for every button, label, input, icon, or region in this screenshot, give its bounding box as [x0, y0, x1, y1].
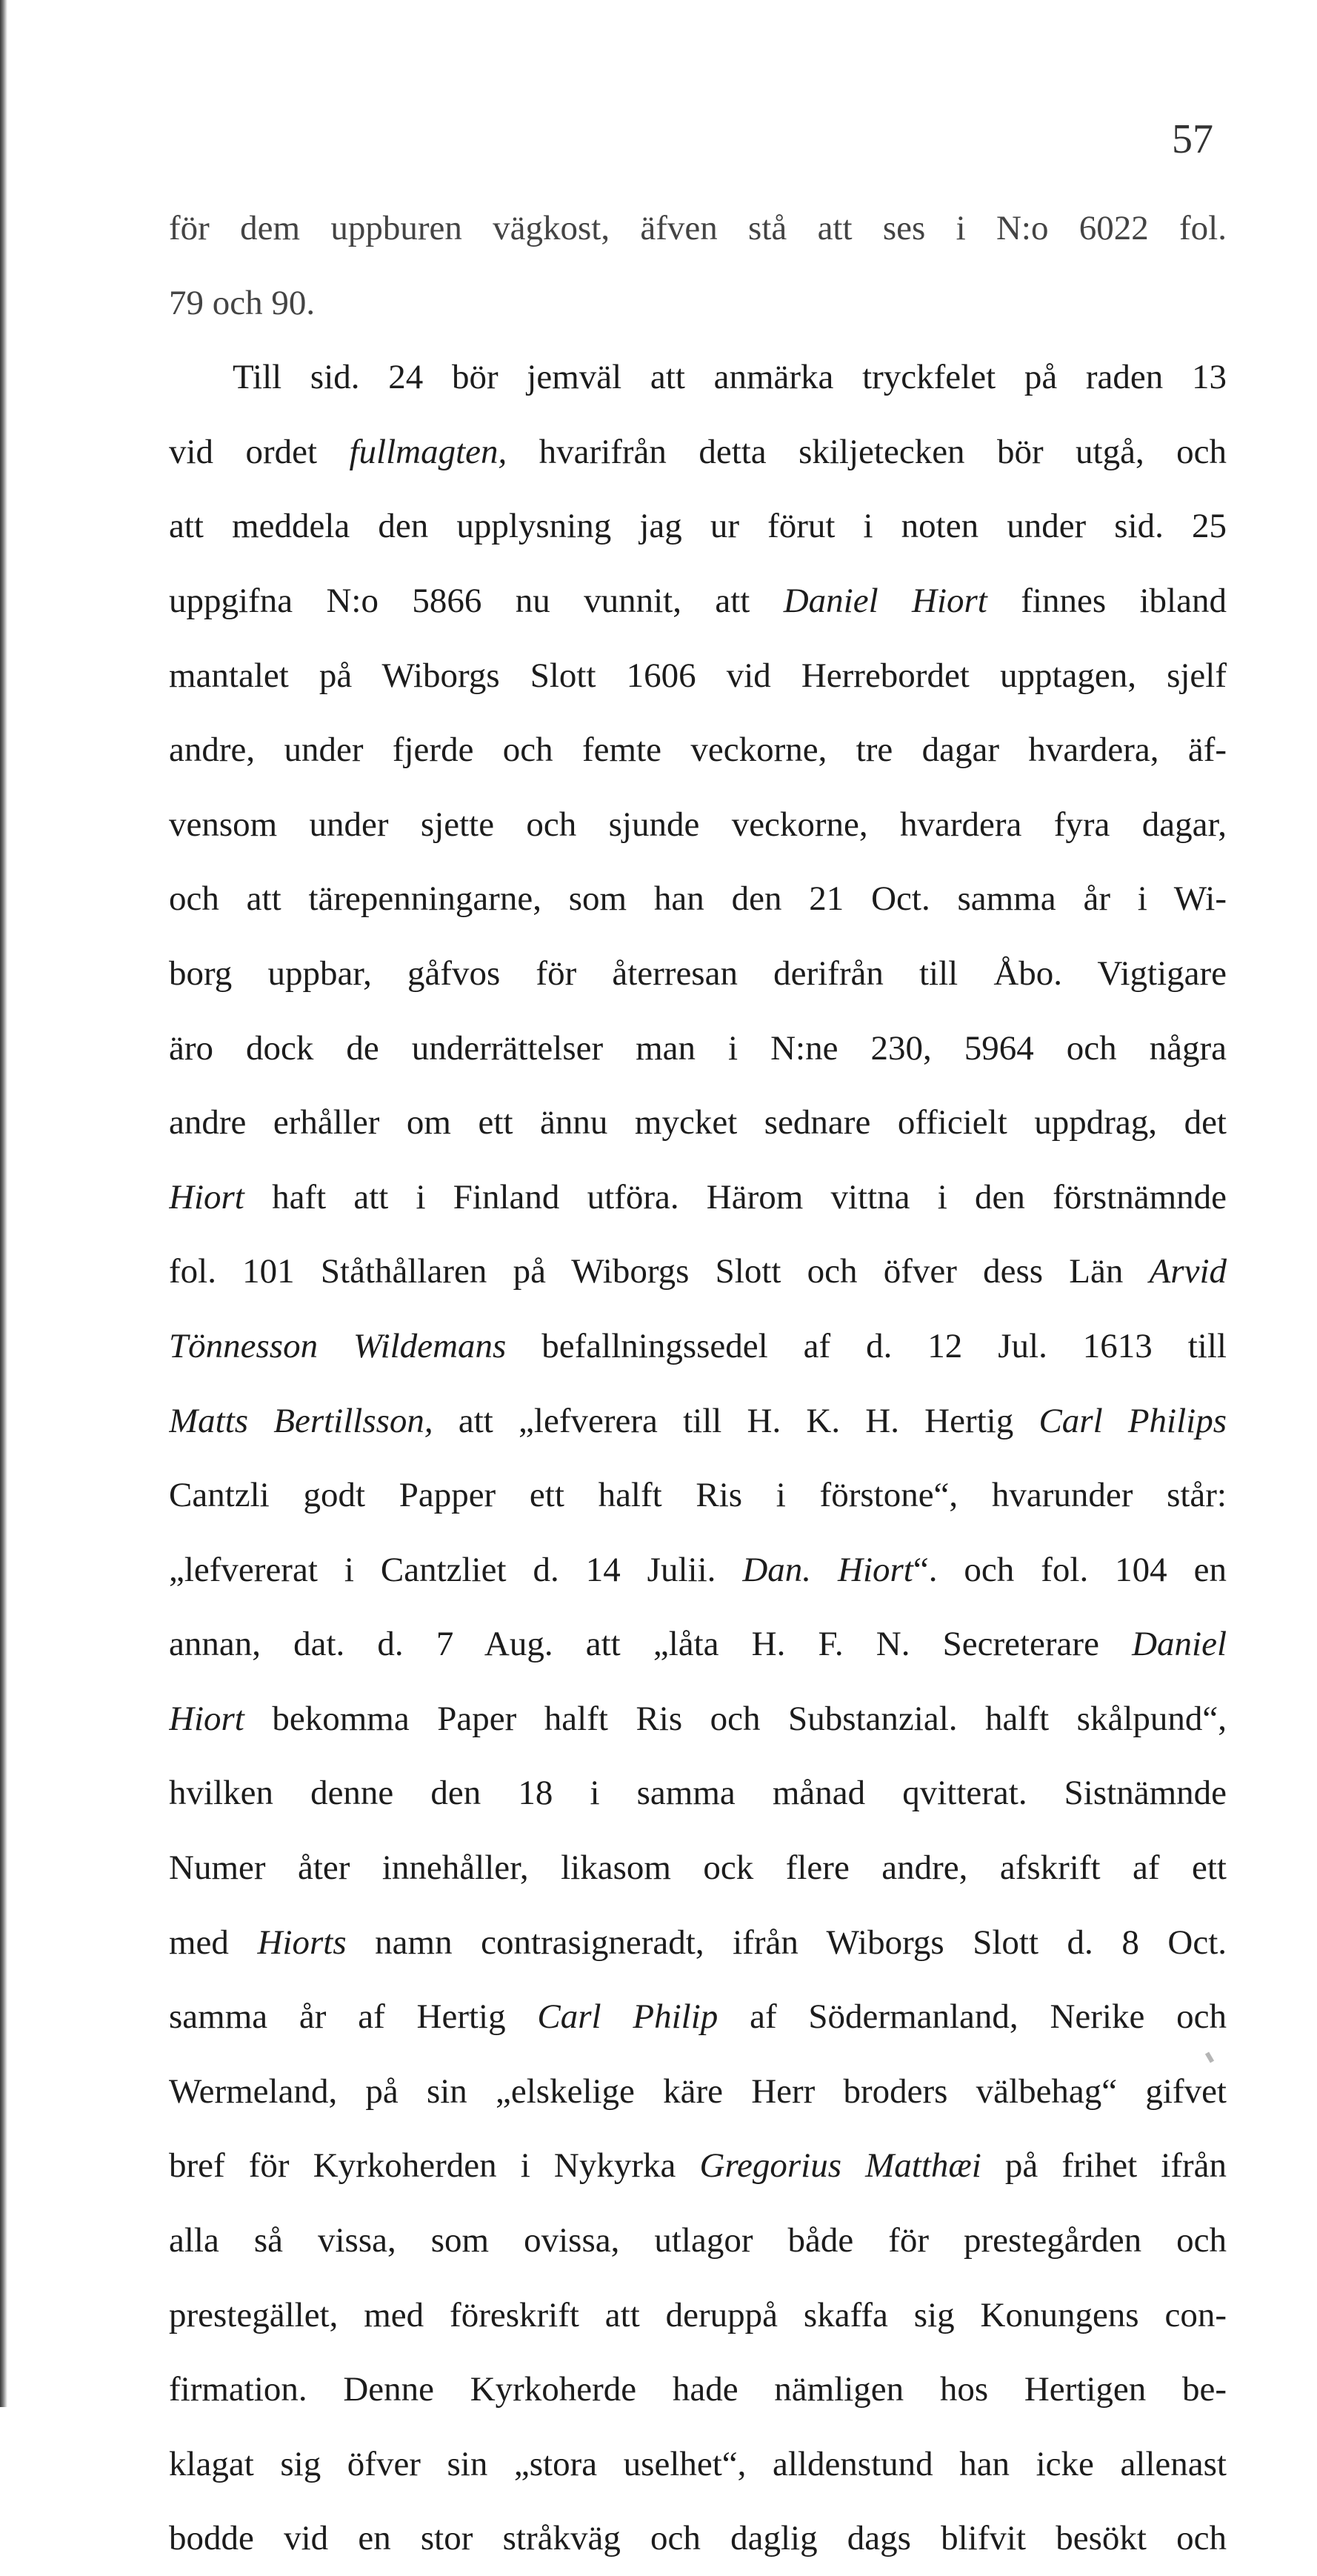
text-segment: mantalet på Wiborgs Slott 1606 vid Herrebordet upptagen, sjelf — [169, 656, 1227, 695]
text-segment: uppgifna N:o 5866 nu vunnit, att — [169, 581, 784, 620]
text-segment: bodde vid en stor stråkväg och daglig dags blifvit besökt och — [169, 2519, 1227, 2558]
text-segment: vensom under sjette och sjunde veckorne, hvardera fyra dagar, — [169, 805, 1227, 844]
text-line — [169, 639, 1227, 713]
italic-name: Carl Philips — [1038, 1401, 1227, 1440]
text-segment: hvarifrån detta skiljetecken bör utgå, och — [507, 432, 1227, 471]
text-segment: “. och fol. 104 en — [913, 1550, 1227, 1589]
text-line — [169, 1980, 1227, 2054]
text-segment: af Södermanland, Nerike och — [718, 1997, 1227, 2037]
text-segment: andre erhåller om ett ännu mycket sednare officielt uppdrag, det — [169, 1103, 1227, 1142]
page-number: 57 — [1172, 116, 1213, 162]
text-segment: äro dock de underrättelser man i N:ne 230, 5964 och några — [169, 1028, 1227, 1068]
text-line — [169, 564, 1227, 639]
text-segment: att „lefverera till H. K. H. Hertig — [433, 1401, 1039, 1440]
text-line — [169, 1533, 1227, 1608]
text-segment: på frihet ifrån — [981, 2146, 1227, 2186]
text-segment: Wermeland, på sin „elskelige käre Herr broders välbehag“ gifvet — [169, 2071, 1227, 2111]
text-segment: för dem uppburen vägkost, äfven stå att ses i N:o 6022 fol. — [169, 209, 1227, 247]
text-line — [169, 936, 1227, 1011]
text-line — [169, 1309, 1227, 1384]
text-line — [169, 340, 1227, 415]
text-segment: haft att i Finland utföra. Härom vittna i den förstnämnde — [244, 1177, 1227, 1217]
italic-name: Hiort — [169, 1699, 244, 1738]
text-segment: befallningssedel af d. 12 Jul. 1613 till — [506, 1326, 1227, 1365]
text-segment: samma år af Hertig — [169, 1997, 538, 2037]
italic-name: Daniel — [1132, 1625, 1227, 1664]
text-line — [169, 2501, 1227, 2576]
text-segment: Cantzli godt Papper ett halft Ris i förstone“, hvarunder står: — [169, 1476, 1227, 1515]
italic-name: Daniel Hiort — [783, 581, 987, 620]
text-line — [169, 191, 1227, 266]
text-line — [169, 2054, 1227, 2129]
italic-name: Tönnesson Wildemans — [169, 1326, 507, 1365]
text-segment: annan, dat. d. 7 Aug. att „låta H. F. N. Secreterare — [169, 1625, 1133, 1664]
text-segment: bekomma Paper halft Ris och Substanzial. halft skålpund“, — [244, 1699, 1227, 1738]
text-line — [169, 2129, 1227, 2203]
text-line — [169, 1011, 1227, 1086]
text-line — [169, 2427, 1227, 2502]
text-segment: med — [169, 1923, 258, 1962]
text-line — [169, 2203, 1227, 2278]
italic-name: Hiorts — [257, 1923, 347, 1962]
text-line — [169, 713, 1227, 788]
text-segment: borg uppbar, gåfvos för återresan derifrån till Åbo. Vigtigare — [169, 953, 1227, 993]
text-line — [169, 1831, 1227, 1906]
text-segment: alla så vissa, som ovissa, utlagor både för prestegården och — [169, 2221, 1227, 2260]
text-segment: 79 och 90. — [169, 283, 316, 322]
text-line — [169, 1458, 1227, 1533]
text-line — [169, 489, 1227, 564]
text-segment: och att tärepenningarne, som han den 21 Oct. samma år i Wi- — [169, 879, 1227, 919]
text-line — [169, 1234, 1227, 1309]
text-line — [169, 862, 1227, 936]
text-segment: finnes ibland — [987, 581, 1227, 620]
body-text — [169, 191, 1227, 2576]
text-line — [169, 1607, 1227, 1682]
text-segment: Numer åter innehåller, likasom ock flere andre, afskrift af ett — [169, 1848, 1227, 1888]
italic-name: Hiort — [169, 1177, 244, 1217]
italic-name: Gregorius Matthæi — [699, 2146, 981, 2186]
text-segment: hvilken denne den 18 i samma månad qvitterat. Sistnämnde — [169, 1774, 1227, 1813]
text-segment: Till sid. 24 bör jemväl att anmärka tryckfelet på raden 13 — [233, 358, 1227, 397]
italic-name: Matts Bertillsson, — [169, 1401, 433, 1440]
text-line — [169, 1160, 1227, 1235]
text-segment: vid ordet — [169, 432, 350, 471]
text-segment: fol. 101 Ståthållaren på Wiborgs Slott och öfver dess Län — [169, 1252, 1150, 1291]
text-line — [169, 1906, 1227, 1980]
italic-name: Carl Philip — [537, 1997, 718, 2037]
text-line — [169, 1682, 1227, 1757]
italic-name: Dan. Hiort — [742, 1550, 913, 1589]
text-segment: prestegället, med föreskrift att deruppå skaffa sig Konungens con- — [169, 2295, 1227, 2334]
text-segment: att meddela den upplysning jag ur förut i noten under sid. 25 — [169, 507, 1227, 546]
text-line — [169, 788, 1227, 862]
text-segment: klagat sig öfver sin „stora uselhet“, alldenstund han icke allenast — [169, 2444, 1227, 2483]
text-segment: namn contrasigneradt, ifrån Wiborgs Slott d. 8 Oct. — [346, 1923, 1227, 1962]
text-segment: bref för Kyrkoherden i Nykyrka — [169, 2146, 700, 2186]
text-line — [169, 1085, 1227, 1160]
italic-name: fullmagten, — [349, 432, 507, 471]
text-line — [169, 2278, 1227, 2353]
text-line — [169, 266, 1227, 341]
text-line — [169, 1384, 1227, 1459]
text-line — [169, 1756, 1227, 1831]
text-segment: „lefvererat i Cantzliet d. 14 Julii. — [169, 1550, 743, 1589]
page-binding-edge — [0, 0, 7, 2407]
text-segment: firmation. Denne Kyrkoherde hade nämligen hos Hertigen be- — [169, 2370, 1227, 2409]
italic-name: Arvid — [1149, 1252, 1227, 1291]
text-segment: andre, under fjerde och femte veckorne, tre dagar hvardera, äf- — [169, 730, 1227, 770]
text-line — [169, 2352, 1227, 2427]
text-line — [169, 415, 1227, 490]
